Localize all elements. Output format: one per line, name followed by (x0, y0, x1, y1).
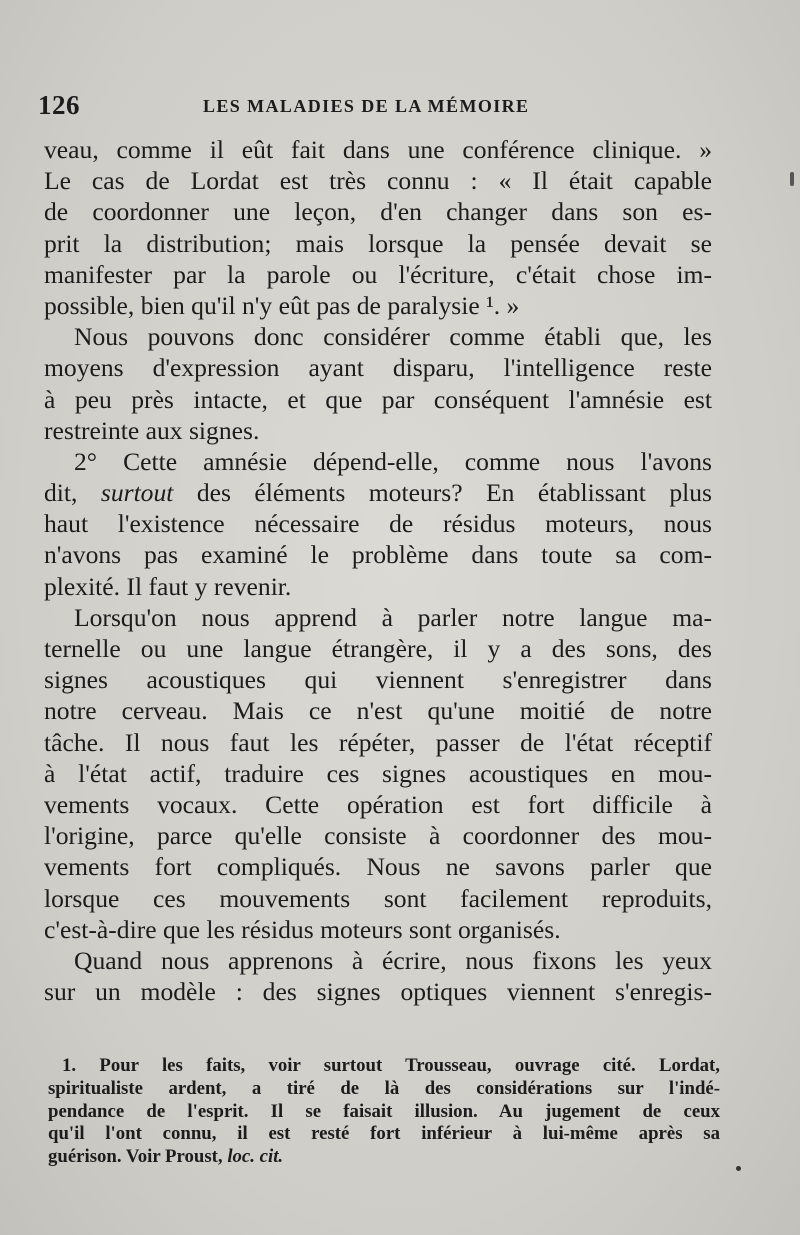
footnote-line: pendance de l'esprit. Il se faisait illusion. Au jugement de ceux (48, 1100, 720, 1122)
margin-mark (790, 172, 794, 186)
text-line: haut l'existence nécessaire de résidus moteurs, nous (44, 509, 712, 539)
italic-reference: loc. cit. (227, 1146, 284, 1168)
text-line: vements vocaux. Cette opération est fort difficile à (44, 789, 712, 819)
paragraph-start-line: 2° Cette amnésie dépend-elle, comme nous l'avons (74, 446, 712, 476)
text-segment: guérison. Voir Proust, (48, 1146, 228, 1168)
text-line: lorsque ces mouvements sont facilement reproduits, (44, 883, 712, 913)
footnote-line: 1. Pour les faits, voir surtout Trousseau, ouvrage cité. Lordat, (62, 1055, 720, 1076)
text-line: notre cerveau. Mais ce n'est qu'une moitié de notre (44, 696, 712, 726)
page-header (38, 90, 558, 124)
text-line: sur un modèle : des signes optiques viennent s'enregis- (44, 977, 712, 1007)
text-line: restreinte aux signes. (44, 415, 260, 445)
italic-word: surtout (100, 478, 174, 508)
text-line: Le cas de Lordat est très connu : « Il était capable (44, 166, 712, 196)
text-line: l'origine, parce qu'elle consiste à coordonner des mou- (44, 821, 712, 851)
paragraph-start-line: Lorsqu'on nous apprend à parler notre langue ma- (74, 602, 712, 632)
text-line-with-italic (44, 477, 712, 508)
text-line: prit la distribution; mais lorsque la pensée devait se (44, 228, 712, 258)
text-line: possible, bien qu'il n'y eût pas de paralysie ¹. » (44, 290, 520, 320)
text-line: c'est-à-dire que les résidus moteurs sont organisés. (44, 914, 561, 944)
body-text (44, 134, 712, 1007)
text-line: ternelle ou une langue étrangère, il y a des sons, des (44, 634, 712, 663)
footnote-line: spiritualiste ardent, a tiré de là des considérations sur l'indé- (48, 1077, 720, 1099)
paragraph-start-line: Quand nous apprenons à écrire, nous fixons les yeux (74, 945, 712, 975)
text-line: vements fort compliqués. Nous ne savons parler que (44, 852, 712, 882)
text-line: à l'état actif, traduire ces signes acoustiques en mou- (44, 758, 712, 788)
paragraph-start-line: Nous pouvons donc considérer comme établi que, les (74, 322, 712, 352)
text-line: veau, comme il eût fait dans une conférence clinique. » (44, 135, 712, 164)
text-line: n'avons pas examiné le problème dans toute sa com- (44, 540, 712, 570)
text-line: manifester par la parole ou l'écriture, c'était chose im- (44, 259, 712, 289)
text-segment: dit, (44, 478, 101, 508)
text-segment: des éléments moteurs? En établissant plus (173, 478, 712, 508)
running-title: LES MALADIES DE LA MÉMOIRE (203, 96, 530, 116)
text-line: à peu près intacte, et que par conséquent l'amnésie est (44, 384, 712, 414)
text-line: tâche. Il nous faut les répéter, passer de l'état réceptif (44, 727, 712, 757)
footnote-line: qu'il l'ont connu, il est resté fort inférieur à lui-même après sa (48, 1123, 720, 1145)
ink-speck (736, 1166, 741, 1171)
page-number: 126 (38, 90, 80, 120)
text-line: moyens d'expression ayant disparu, l'intelligence reste (44, 353, 712, 383)
text-line: signes acoustiques qui viennent s'enregistrer dans (44, 665, 712, 695)
text-line: plexité. Il faut y revenir. (44, 571, 292, 601)
footnote-line-with-italic (48, 1146, 720, 1169)
footnotes (48, 1055, 720, 1169)
text-line: de coordonner une leçon, d'en changer dans son es- (44, 197, 712, 227)
